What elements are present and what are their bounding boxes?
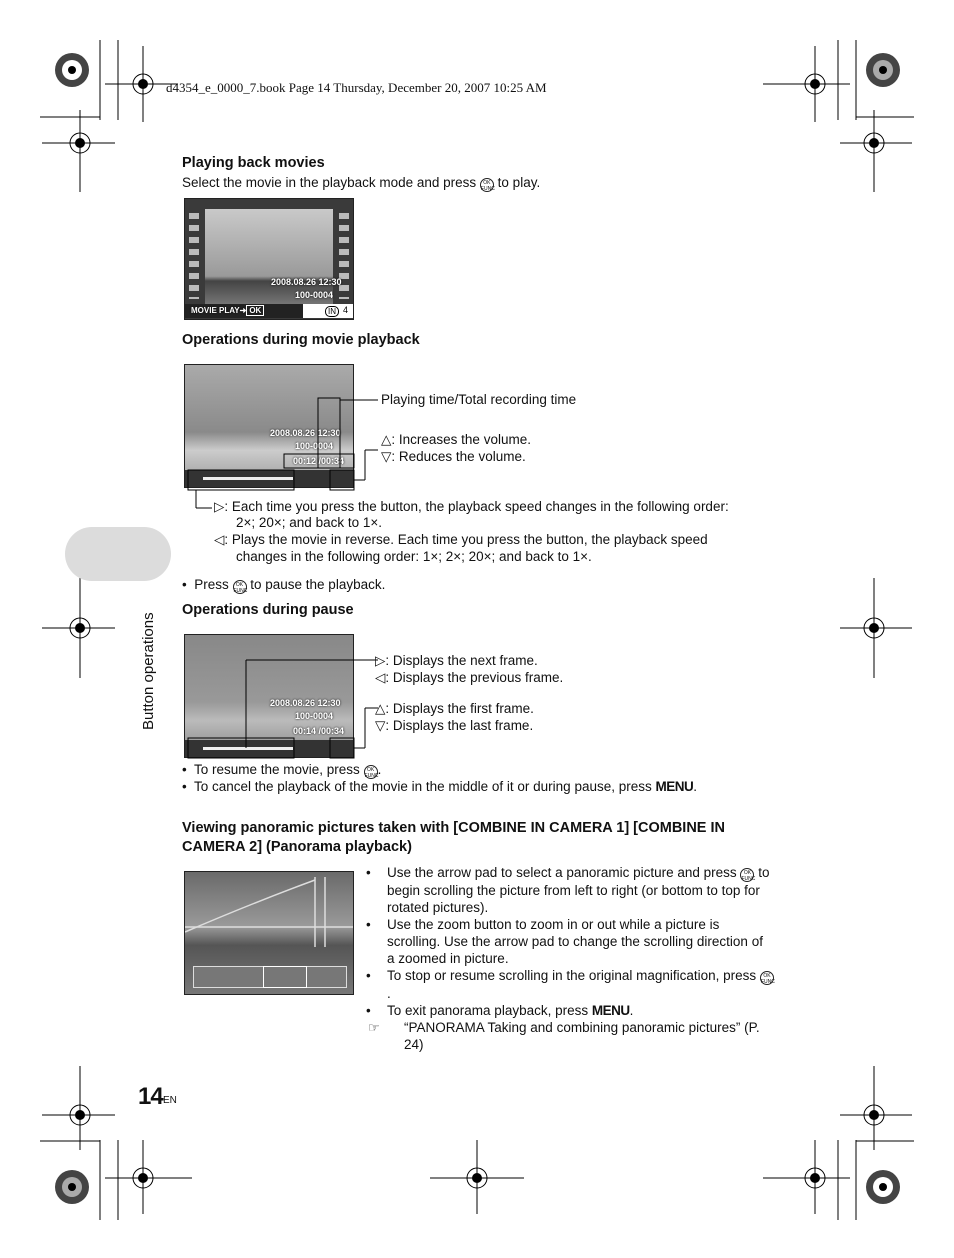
callout-lines-3 bbox=[180, 630, 380, 760]
volume-down-text bbox=[381, 448, 526, 465]
panorama-bullet-3-pre: To stop or resume scrolling in the original magnification, press bbox=[387, 968, 760, 983]
panorama-bullet-3-post: . bbox=[387, 986, 391, 1001]
left-arrow-label: : Plays the movie in reverse. Each time you press the button, the playback speed bbox=[224, 532, 708, 547]
panorama-bullet-1-pre: Use the arrow pad to select a panoramic picture and press bbox=[387, 865, 741, 880]
side-tab-label: Button operations bbox=[140, 612, 157, 730]
last-frame-label: : Displays the last frame. bbox=[385, 718, 534, 733]
cancel-bullet-pre: To cancel the playback of the movie in the middle of it or during pause, press bbox=[193, 779, 656, 794]
menu-button-label: MENU bbox=[591, 1003, 630, 1018]
screen1-prompt: MOVIE PLAY➜ OK bbox=[191, 306, 264, 315]
down-arrow-icon: ▽ bbox=[381, 449, 392, 464]
left-arrow-icon: ◁ bbox=[375, 670, 386, 685]
right-arrow-text bbox=[214, 498, 729, 515]
section-title-panorama: Viewing panoramic pictures taken with [COMBINE IN CAMERA 1] [COMBINE IN bbox=[182, 820, 726, 836]
pause-bullet: • Press OK FUNC to pause the playback. bbox=[182, 577, 386, 594]
resume-bullet-post: . bbox=[377, 762, 382, 777]
first-frame-text bbox=[375, 700, 534, 717]
cancel-bullet: • To cancel the playback of the movie in the middle of it or during pause, press MENU. bbox=[182, 779, 698, 794]
panorama-bullets bbox=[366, 864, 774, 1053]
bridge-image bbox=[185, 872, 353, 962]
down-arrow-icon: ▽ bbox=[375, 718, 386, 733]
volume-down-label: : Reduces the volume. bbox=[391, 449, 526, 464]
up-arrow-icon: △ bbox=[375, 701, 386, 716]
screen1-ok-label: OK bbox=[246, 305, 264, 316]
screen1-fileno: 100-0004 bbox=[295, 290, 334, 300]
page-number: 14 bbox=[138, 1083, 163, 1110]
next-frame-label: : Displays the next frame. bbox=[385, 653, 538, 668]
ok-button-icon: OK FUNC bbox=[760, 973, 775, 985]
right-arrow-text-2: 2×; 20×; and back to 1×. bbox=[236, 515, 382, 530]
prev-frame-text bbox=[375, 669, 563, 686]
section1-text-post: to play. bbox=[493, 175, 541, 190]
panorama-screen bbox=[184, 871, 354, 995]
up-arrow-icon: △ bbox=[381, 432, 392, 447]
screen2-datetime: 2008.08.26 12:30 bbox=[270, 428, 341, 438]
callout-lines-2 bbox=[180, 360, 380, 520]
cancel-bullet-post: . bbox=[693, 779, 698, 794]
section-title-pause: Operations during pause bbox=[182, 602, 354, 618]
pause-bullet-post: to pause the playback. bbox=[246, 577, 386, 592]
resume-bullet: • To resume the movie, press OK FUNC. bbox=[182, 762, 382, 779]
panorama-reference bbox=[366, 1019, 774, 1053]
reference-hand-icon: ☞ bbox=[368, 1020, 380, 1035]
section1-text-pre: Select the movie in the playback mode and press bbox=[182, 175, 480, 190]
right-arrow-icon: ▷ bbox=[375, 653, 386, 668]
book-header: d4354_e_0000_7.book Page 14 Thursday, December 20, 2007 10:25 AM bbox=[166, 80, 547, 95]
pause-bullet-pre: Press bbox=[194, 577, 233, 592]
screen3-fileno: 100-0004 bbox=[295, 711, 334, 721]
resume-bullet-pre: To resume the movie, press bbox=[193, 762, 364, 777]
screen2-time: 00:12 /00:34 bbox=[293, 456, 345, 466]
movie-select-screen bbox=[184, 198, 354, 320]
last-frame-text bbox=[375, 717, 533, 734]
ok-button-icon: OK FUNC bbox=[480, 180, 495, 192]
left-arrow-text bbox=[214, 531, 708, 548]
reference-text: “PANORAMA Taking and combining panoramic pictures” (P. 24) bbox=[404, 1020, 760, 1052]
screen1-prompt-text: MOVIE PLAY bbox=[191, 306, 240, 315]
screen3-datetime: 2008.08.26 12:30 bbox=[270, 698, 341, 708]
panorama-bullet-2: • Use the zoom button to zoom in or out while a picture is scrolling. Use the arrow pad to change the scrolling direction of a zoomed in picture. bbox=[366, 916, 774, 967]
panorama-bullet-4-post: . bbox=[629, 1003, 634, 1018]
volume-up-text bbox=[381, 431, 531, 448]
section1-text bbox=[182, 174, 540, 192]
screen1-count: 4 bbox=[343, 305, 349, 315]
section-title-playing-movies: Playing back movies bbox=[182, 155, 325, 171]
panorama-viewport-box bbox=[263, 966, 307, 988]
panorama-bullet-3 bbox=[366, 967, 774, 1002]
panorama-bullet-4-pre: To exit panorama playback, press bbox=[387, 1003, 592, 1018]
menu-button-label: MENU bbox=[655, 779, 694, 794]
film-strip-left bbox=[189, 213, 199, 299]
ok-button-icon: OK FUNC bbox=[741, 870, 756, 882]
next-frame-text bbox=[375, 652, 538, 669]
left-arrow-text-2: changes in the following order: 1×; 2×; 20×; and back to 1×. bbox=[236, 549, 592, 564]
first-frame-label: : Displays the first frame. bbox=[385, 701, 534, 716]
screen1-in-badge: IN bbox=[325, 306, 339, 317]
volume-up-label: : Increases the volume. bbox=[391, 432, 531, 447]
panorama-bullet-1 bbox=[366, 864, 774, 916]
right-arrow-icon: ▷ bbox=[214, 499, 225, 514]
screen3-time: 00:14 /00:34 bbox=[293, 726, 345, 736]
callout-playing-time: Playing time/Total recording time bbox=[381, 392, 577, 407]
ok-button-icon: OK FUNC bbox=[233, 582, 248, 594]
prev-frame-label: : Displays the previous frame. bbox=[385, 670, 564, 685]
panorama-bullet-1-post: to begin scrolling the picture from left to right (or bottom to top for rotated pictures). bbox=[387, 865, 770, 915]
right-arrow-label: : Each time you press the button, the playback speed changes in the following order: bbox=[224, 499, 729, 514]
ok-button-icon: OK FUNC bbox=[364, 767, 379, 779]
section-title-movie-playback: Operations during movie playback bbox=[182, 332, 420, 348]
page-lang: EN bbox=[163, 1095, 177, 1106]
side-tab-shape bbox=[65, 527, 171, 581]
screen2-fileno: 100-0004 bbox=[295, 441, 334, 451]
section-title-panorama-2: CAMERA 2] (Panorama playback) bbox=[182, 839, 412, 855]
screen1-datetime: 2008.08.26 12:30 bbox=[271, 277, 342, 287]
panorama-bullet-4 bbox=[366, 1002, 774, 1019]
left-arrow-icon: ◁ bbox=[214, 532, 225, 547]
